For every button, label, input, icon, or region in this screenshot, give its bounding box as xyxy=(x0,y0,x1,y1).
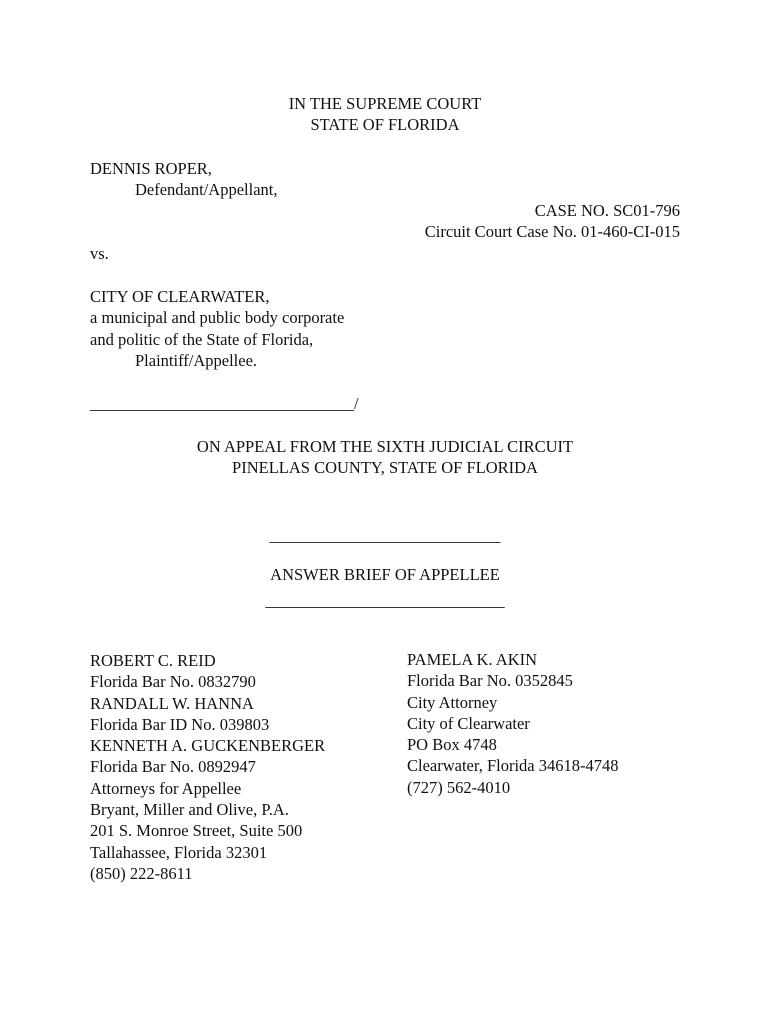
counsel-right-line: Florida Bar No. 0352845 xyxy=(407,671,573,691)
appellant-name: DENNIS ROPER, xyxy=(90,159,212,178)
counsel-left-line: Florida Bar No. 0832790 xyxy=(90,672,256,692)
appeal-heading xyxy=(0,436,770,479)
court-name: IN THE SUPREME COURT xyxy=(288,94,482,113)
versus: vs. xyxy=(90,244,109,263)
counsel-left-line: ROBERT C. REID xyxy=(90,651,216,670)
counsel-left-line: Florida Bar No. 0892947 xyxy=(90,757,256,777)
court-heading xyxy=(0,93,770,136)
appellee-description-1: a municipal and public body corporate xyxy=(90,308,345,328)
appellee-role: Plaintiff/Appellee. xyxy=(135,350,258,370)
counsel-left-line: KENNETH A. GUCKENBERGER xyxy=(90,736,326,756)
case-number-block xyxy=(425,200,680,243)
counsel-left-line: RANDALL W. HANNA xyxy=(90,693,254,713)
appellee-block xyxy=(90,286,344,371)
brief-rule-top: ____________________________ xyxy=(269,526,501,545)
circuit-case-number: Circuit Court Case No. 01-460-CI-015 xyxy=(424,222,680,242)
counsel-left-line: Bryant, Miller and Olive, P.A. xyxy=(90,800,289,820)
counsel-left-line: Attorneys for Appellee xyxy=(90,778,242,798)
appeal-line-1: ON APPEAL FROM THE SIXTH JUDICIAL CIRCUIT xyxy=(196,437,574,456)
counsel-left-line: Florida Bar ID No. 039803 xyxy=(90,714,270,734)
counsel-right-line: City of Clearwater xyxy=(407,713,530,733)
appellee-name: CITY OF CLEARWATER, xyxy=(90,287,270,306)
appeal-line-2: PINELLAS COUNTY, STATE OF FLORIDA xyxy=(232,458,538,478)
counsel-right-line: Clearwater, Florida 34618-4748 xyxy=(407,756,619,776)
counsel-right-line: (727) 562-4010 xyxy=(407,777,511,797)
counsel-left xyxy=(90,650,325,884)
brief-title: ANSWER BRIEF OF APPELLEE xyxy=(270,565,500,584)
counsel-right-line: PAMELA K. AKIN xyxy=(407,650,538,669)
caption-rule: ________________________________/ xyxy=(90,394,359,413)
counsel-right-line: PO Box 4748 xyxy=(407,735,497,755)
counsel-right xyxy=(407,649,619,798)
counsel-left-line: (850) 222-8611 xyxy=(90,863,193,883)
counsel-left-line: Tallahassee, Florida 32301 xyxy=(90,842,268,862)
appellant-block xyxy=(90,158,278,201)
appellant-role: Defendant/Appellant, xyxy=(135,180,278,200)
counsel-right-line: City Attorney xyxy=(407,692,498,712)
case-number: CASE NO. SC01-796 xyxy=(534,201,680,220)
court-state: STATE OF FLORIDA xyxy=(310,115,460,135)
counsel-left-line: 201 S. Monroe Street, Suite 500 xyxy=(90,821,303,841)
brief-rule-bottom: _____________________________ xyxy=(265,591,505,610)
appellee-description-2: and politic of the State of Florida, xyxy=(90,329,314,349)
